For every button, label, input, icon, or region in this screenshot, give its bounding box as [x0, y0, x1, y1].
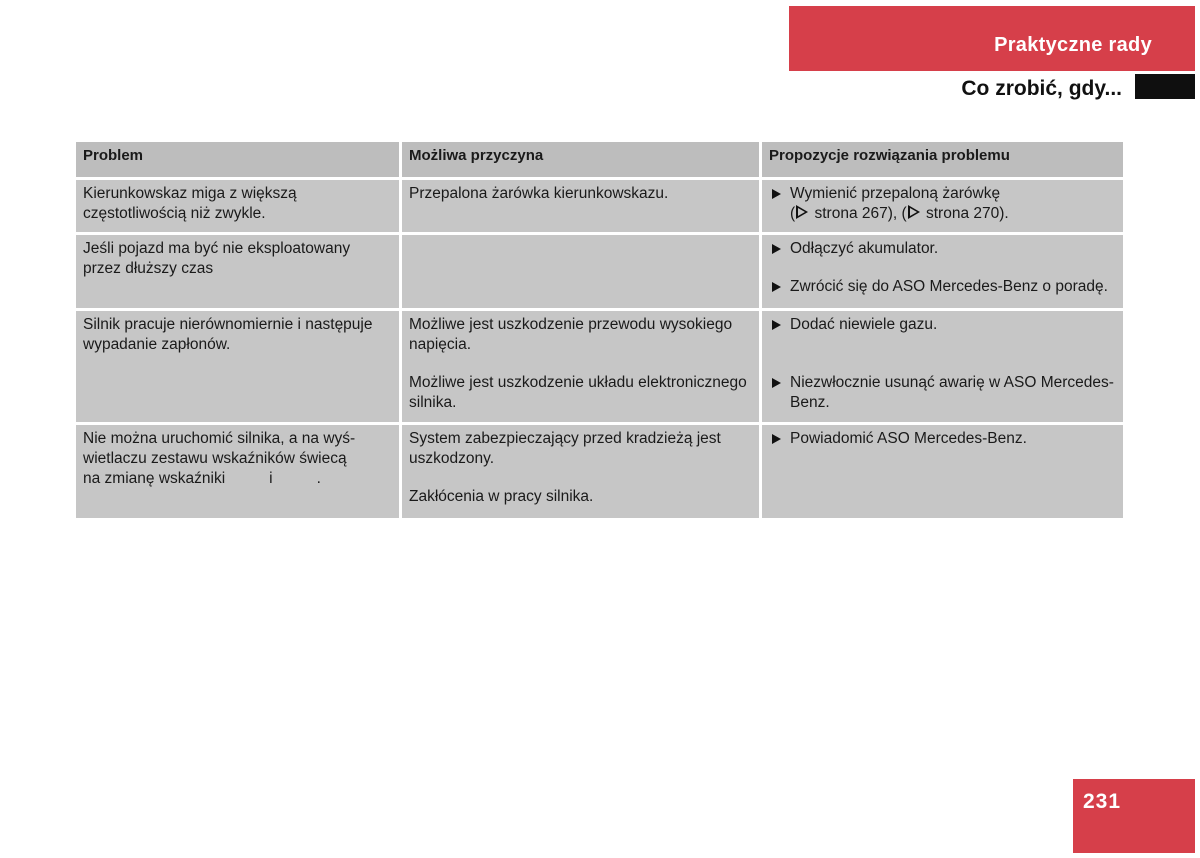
bullet-icon — [772, 244, 781, 254]
bullet-icon — [772, 378, 781, 388]
problem-text: Kierunkowskaz miga z większą częstotliwością niż zwykle. — [83, 185, 297, 222]
section-header-tab — [789, 6, 1195, 71]
problem-cell — [76, 235, 402, 311]
solution-cell — [762, 235, 1123, 311]
page-reference-link[interactable]: strona 270). — [925, 205, 1009, 222]
solution-step — [769, 315, 1116, 335]
cause-text: Możliwe jest uszkodzenie przewodu wysokiego napięcia. — [409, 316, 733, 353]
solution-step — [769, 184, 1116, 224]
cause-text: Przepalona żarówka kierunkowskazu. — [409, 185, 669, 202]
section-title: Praktyczne rady — [994, 34, 1152, 56]
cause-text: Możliwe jest uszkodzenie układu elektronicznego silnika. — [409, 374, 747, 411]
problem-text-conjunction: i — [269, 470, 273, 487]
cause-cell — [402, 235, 762, 311]
page-reference-arrow-icon — [908, 205, 920, 219]
troubleshooting-table — [76, 142, 1123, 521]
table-row — [76, 235, 1123, 311]
page-reference-arrow-icon — [796, 205, 808, 219]
table-header-row — [76, 142, 1123, 180]
cause-cell — [402, 180, 762, 235]
problem-text-period: . — [316, 470, 321, 487]
subsection-title: Co zrobić, gdy... — [961, 77, 1122, 100]
solution-step — [769, 373, 1116, 413]
column-header-solution: Propozycje rozwiązania problemu — [762, 142, 1123, 180]
bullet-icon — [772, 282, 781, 292]
solution-step — [769, 429, 1116, 449]
cause-cell — [402, 425, 762, 521]
problem-text: Jeśli pojazd ma być nie eksploatowany przez dłuższy czas — [83, 240, 351, 277]
solution-text: Wymienić przepaloną żarówkę — [790, 185, 1001, 202]
solution-cell — [762, 425, 1123, 521]
solution-text: Dodać niewiele gazu. — [790, 316, 938, 333]
solution-cell — [762, 311, 1123, 425]
problem-cell — [76, 425, 402, 521]
cause-text: Zakłócenia w pracy silnika. — [409, 488, 594, 505]
column-header-cause: Możliwa przyczyna — [402, 142, 762, 180]
solution-text: Niezwłocznie usunąć awarię w ASO Mercedes-Benz. — [790, 374, 1114, 411]
bullet-icon — [772, 320, 781, 330]
bullet-icon — [772, 434, 781, 444]
cause-cell — [402, 311, 762, 425]
reference-open: ( — [790, 205, 796, 222]
solution-text: Powiadomić ASO Mercedes-Benz. — [790, 430, 1027, 447]
problem-cell — [76, 180, 402, 235]
problem-text-line: na zmianę wskaźniki — [83, 470, 226, 487]
page-number-box — [1073, 779, 1195, 853]
table-row — [76, 425, 1123, 521]
cause-text: System zabezpieczający przed kradzieżą jest uszkodzony. — [409, 430, 721, 467]
bullet-icon — [772, 189, 781, 199]
solution-step — [769, 239, 1116, 259]
solution-text: Odłączyć akumulator. — [790, 240, 939, 257]
problem-text-line: wietlaczu zestawu wskaźników świecą — [83, 450, 347, 467]
column-header-problem: Problem — [76, 142, 402, 180]
table-row — [76, 311, 1123, 425]
section-marker — [1135, 74, 1195, 99]
page-reference-link[interactable]: strona 267), ( — [814, 205, 907, 222]
table-row — [76, 180, 1123, 235]
solution-text: Zwrócić się do ASO Mercedes-Benz o poradę. — [790, 278, 1108, 295]
solution-cell — [762, 180, 1123, 235]
problem-text-line: Nie można uruchomić silnika, a na wyś- — [83, 430, 356, 447]
solution-step — [769, 277, 1116, 297]
problem-cell — [76, 311, 402, 425]
page-number: 231 — [1083, 790, 1122, 813]
problem-text: Silnik pracuje nierównomiernie i następuje wypadanie zapłonów. — [83, 316, 373, 353]
